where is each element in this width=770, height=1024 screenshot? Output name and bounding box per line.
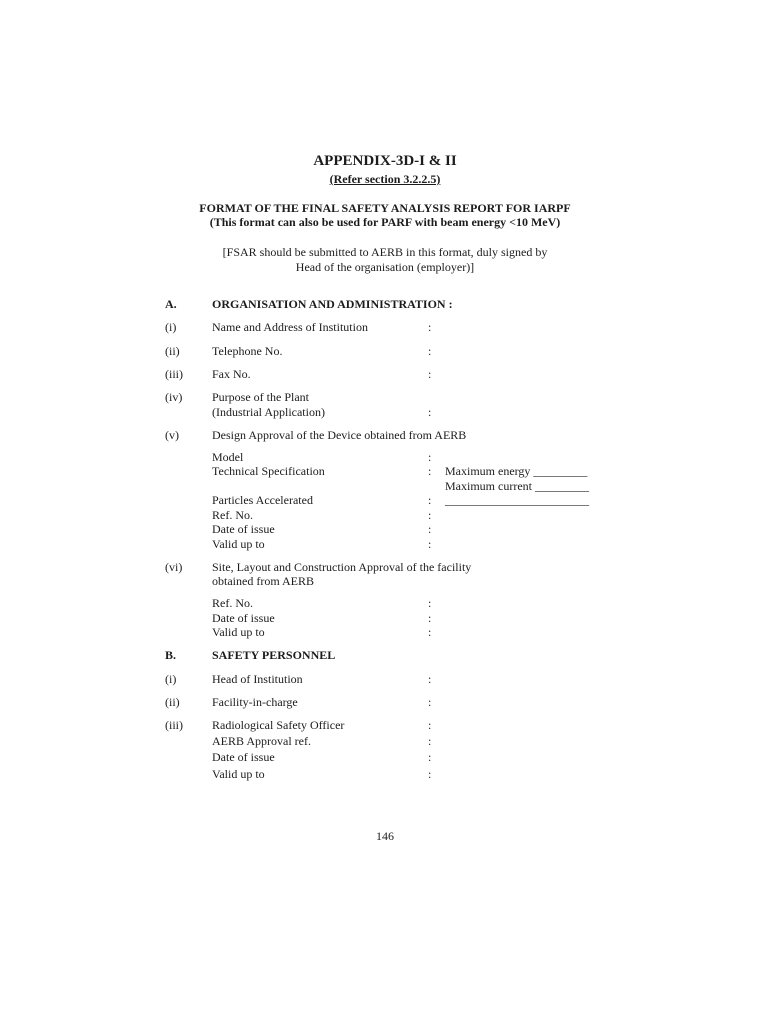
field-label-valid-up-to: Valid up to: [212, 537, 265, 551]
format-subheading: (This format can also be used for PARF with beam energy <10 MeV): [209, 215, 561, 229]
field-colon: :: [428, 625, 432, 639]
refer-section-text: (Refer section 3.2.2.5): [329, 172, 441, 186]
submission-note-line1: [FSAR should be submitted to AERB in this format, duly signed by: [222, 245, 548, 259]
field-colon: :: [428, 695, 432, 709]
field-label-ref-no: Ref. No.: [212, 508, 253, 522]
item-number: (i): [165, 320, 177, 334]
field-label-date-of-issue: Date of issue: [212, 750, 275, 764]
field-colon: :: [428, 750, 432, 764]
section-a-number: A.: [165, 297, 177, 311]
particles-blank-line: ________________________: [445, 493, 589, 507]
submission-note-line2: Head of the organisation (employer)]: [295, 260, 475, 274]
section-b-number: B.: [165, 648, 177, 662]
field-label-date-of-issue: Date of issue: [212, 611, 275, 625]
field-label-design-approval: Design Approval of the Device obtained from AERB: [212, 428, 467, 442]
field-colon: :: [428, 405, 432, 419]
field-label-site-approval: Site, Layout and Construction Approval of the facility: [212, 560, 472, 574]
field-colon: :: [428, 672, 432, 686]
field-label-rso: Radiological Safety Officer: [212, 718, 345, 732]
item-number: (iv): [165, 390, 183, 404]
section-b-heading: SAFETY PERSONNEL: [212, 648, 336, 662]
field-label-valid-up-to: Valid up to: [212, 625, 265, 639]
field-colon: :: [428, 464, 432, 478]
field-colon: :: [428, 522, 432, 536]
field-colon: :: [428, 718, 432, 732]
field-colon: :: [428, 611, 432, 625]
max-current-field: Maximum current _________: [445, 479, 589, 493]
max-energy-field: Maximum energy _________: [445, 464, 588, 478]
field-label-purpose: Purpose of the Plant: [212, 390, 309, 404]
field-label-purpose-detail: (Industrial Application): [212, 405, 325, 419]
field-colon: :: [428, 508, 432, 522]
field-label-particles: Particles Accelerated: [212, 493, 313, 507]
field-label-aerb-approval: AERB Approval ref.: [212, 734, 311, 748]
item-number: (ii): [165, 695, 180, 709]
field-colon: :: [428, 493, 432, 507]
item-number: (ii): [165, 344, 180, 358]
page-number: 146: [376, 829, 394, 843]
field-colon: :: [428, 450, 432, 464]
field-colon: :: [428, 344, 432, 358]
field-label-site-approval-cont: obtained from AERB: [212, 574, 314, 588]
field-label-technical-spec: Technical Specification: [212, 464, 325, 478]
item-number: (vi): [165, 560, 183, 574]
appendix-title: APPENDIX-3D-I & II: [313, 153, 457, 169]
refer-section: [0, 172, 770, 186]
field-label-facility-in-charge: Facility-in-charge: [212, 695, 298, 709]
field-colon: :: [428, 734, 432, 748]
item-number: (v): [165, 428, 179, 442]
field-colon: :: [428, 537, 432, 551]
field-label-head-of-institution: Head of Institution: [212, 672, 303, 686]
field-label-valid-up-to: Valid up to: [212, 767, 265, 781]
item-number: (i): [165, 672, 177, 686]
field-label-institution: Name and Address of Institution: [212, 320, 368, 334]
item-number: (iii): [165, 367, 183, 381]
field-label-model: Model: [212, 450, 244, 464]
section-a-heading: ORGANISATION AND ADMINISTRATION :: [212, 297, 453, 311]
field-label-ref-no: Ref. No.: [212, 596, 253, 610]
field-label-telephone: Telephone No.: [212, 344, 283, 358]
field-colon: :: [428, 596, 432, 610]
field-colon: :: [428, 320, 432, 334]
field-label-fax: Fax No.: [212, 367, 251, 381]
format-heading: FORMAT OF THE FINAL SAFETY ANALYSIS REPORT FOR IARPF: [199, 201, 571, 215]
item-number: (iii): [165, 718, 183, 732]
field-colon: :: [428, 767, 432, 781]
field-label-date-of-issue: Date of issue: [212, 522, 275, 536]
field-colon: :: [428, 367, 432, 381]
